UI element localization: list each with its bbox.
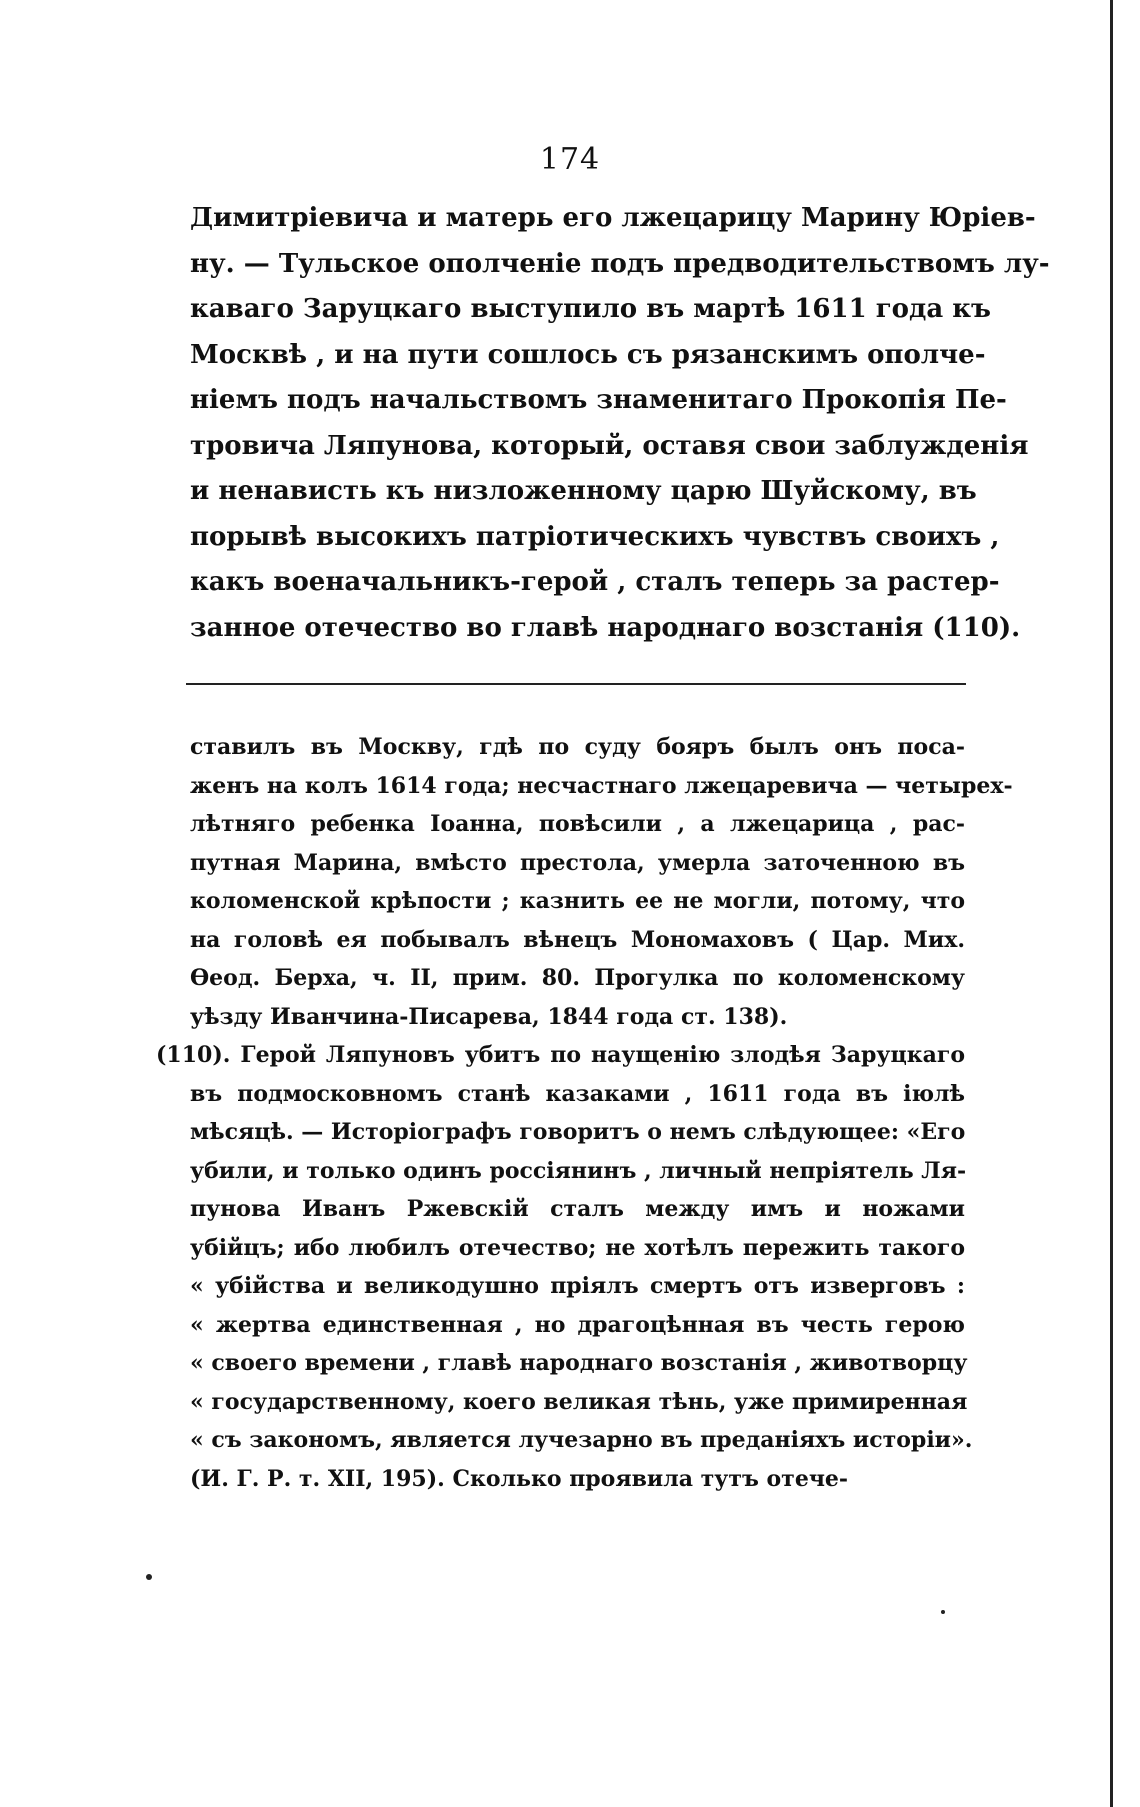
ink-speck — [941, 1610, 945, 1614]
main-text-line: ніемъ подъ начальствомъ знаменитаго Прокопія Пе- — [190, 385, 1007, 415]
main-text-line: порывѣ высокихъ патріотическихъ чувствъ своихъ , — [190, 521, 1000, 552]
footnote-line: « убійства и великодушно пріялъ смертъ отъ изверговъ : — [190, 1273, 965, 1299]
footnote-line: лѣтняго ребенка Іоанна, повѣсили , а лжецарица , рас- — [190, 811, 965, 837]
page-number: 174 — [539, 142, 601, 177]
main-text-line: каваго Заруцкаго выступило въ мартѣ 1611 года къ — [190, 294, 991, 324]
ink-speck — [146, 1574, 152, 1580]
footnote-line: (И. Г. Р. т. XII, 195). Сколько проявила тутъ отече- — [190, 1465, 849, 1492]
main-text-block — [190, 196, 1050, 651]
footnote-line: убили, и только одинъ россіянинъ , личный непріятель Ля- — [190, 1157, 967, 1184]
footnote-line: пунова Иванъ Ржевскій сталъ между имъ и ножами — [190, 1196, 965, 1222]
main-text-line: тровича Ляпунова, который, оставя свои заблужденія — [190, 430, 1029, 461]
footnotes-block — [156, 728, 1013, 1498]
footnote-line: Ѳеод. Берха, ч. II, прим. 80. Прогулка по коломенскому — [190, 965, 965, 991]
footnote-line: въ подмосковномъ станѣ казаками , 1611 года въ іюлѣ — [190, 1080, 965, 1107]
main-text-line: занное отечество во главѣ народнаго возстанія (110). — [190, 612, 1021, 643]
footnote-line: « жертва единственная , но драгоцѣнная въ честь герою — [190, 1311, 965, 1338]
main-text-line: ну. — Тульское ополченіе подъ предводительствомъ лу- — [190, 248, 1050, 279]
main-text-line: Москвѣ , и на пути сошлось съ рязанскимъ ополче- — [190, 339, 986, 370]
footnote-line: « съ закономъ, является лучезарно въ преданіяхъ исторіи». — [190, 1427, 973, 1453]
footnote-line: коломенской крѣпости ; казнить ее не могли, потому, что — [190, 888, 965, 914]
footnote-line: « своего времени , главѣ народнаго возстанія , животворцу — [190, 1350, 968, 1376]
main-text-line: Димитріевича и матерь его лжецарицу Марину Юріев- — [190, 203, 1036, 233]
main-text-line: и ненависть къ низложенному царю Шуйскому, въ — [190, 476, 977, 506]
footnote-line: мѣсяцѣ. — Исторіографъ говоритъ о немъ слѣдующее: «Его — [190, 1119, 966, 1145]
page-edge-rule — [1110, 0, 1113, 1807]
footnote-line: женъ на колъ 1614 года; несчастнаго лжецаревича — четырех- — [190, 772, 1013, 799]
footnote-line: на головѣ ея побывалъ вѣнецъ Мономаховъ ( Цар. Мих. — [190, 926, 965, 953]
footnote-line: уѣзду Иванчина-Писарева, 1844 года ст. 138). — [190, 1003, 788, 1030]
footnote-separator — [186, 683, 966, 685]
footnote-line: убійцъ; ибо любилъ отечество; не хотѣлъ пережить такого — [190, 1234, 965, 1261]
footnote-line: (110). Герой Ляпуновъ убитъ по наущенію злодѣя Заруцкаго — [156, 1042, 965, 1068]
footnote-line: путная Марина, вмѣсто престола, умерла заточенною въ — [190, 849, 965, 876]
main-text-line: какъ военачальникъ-герой , сталъ теперь за растер- — [190, 567, 1000, 597]
footnote-line: ставилъ въ Москву, гдѣ по суду бояръ былъ онъ поса- — [190, 734, 965, 760]
footnote-line: « государственному, коего великая тѣнь, уже примиренная — [190, 1388, 968, 1415]
